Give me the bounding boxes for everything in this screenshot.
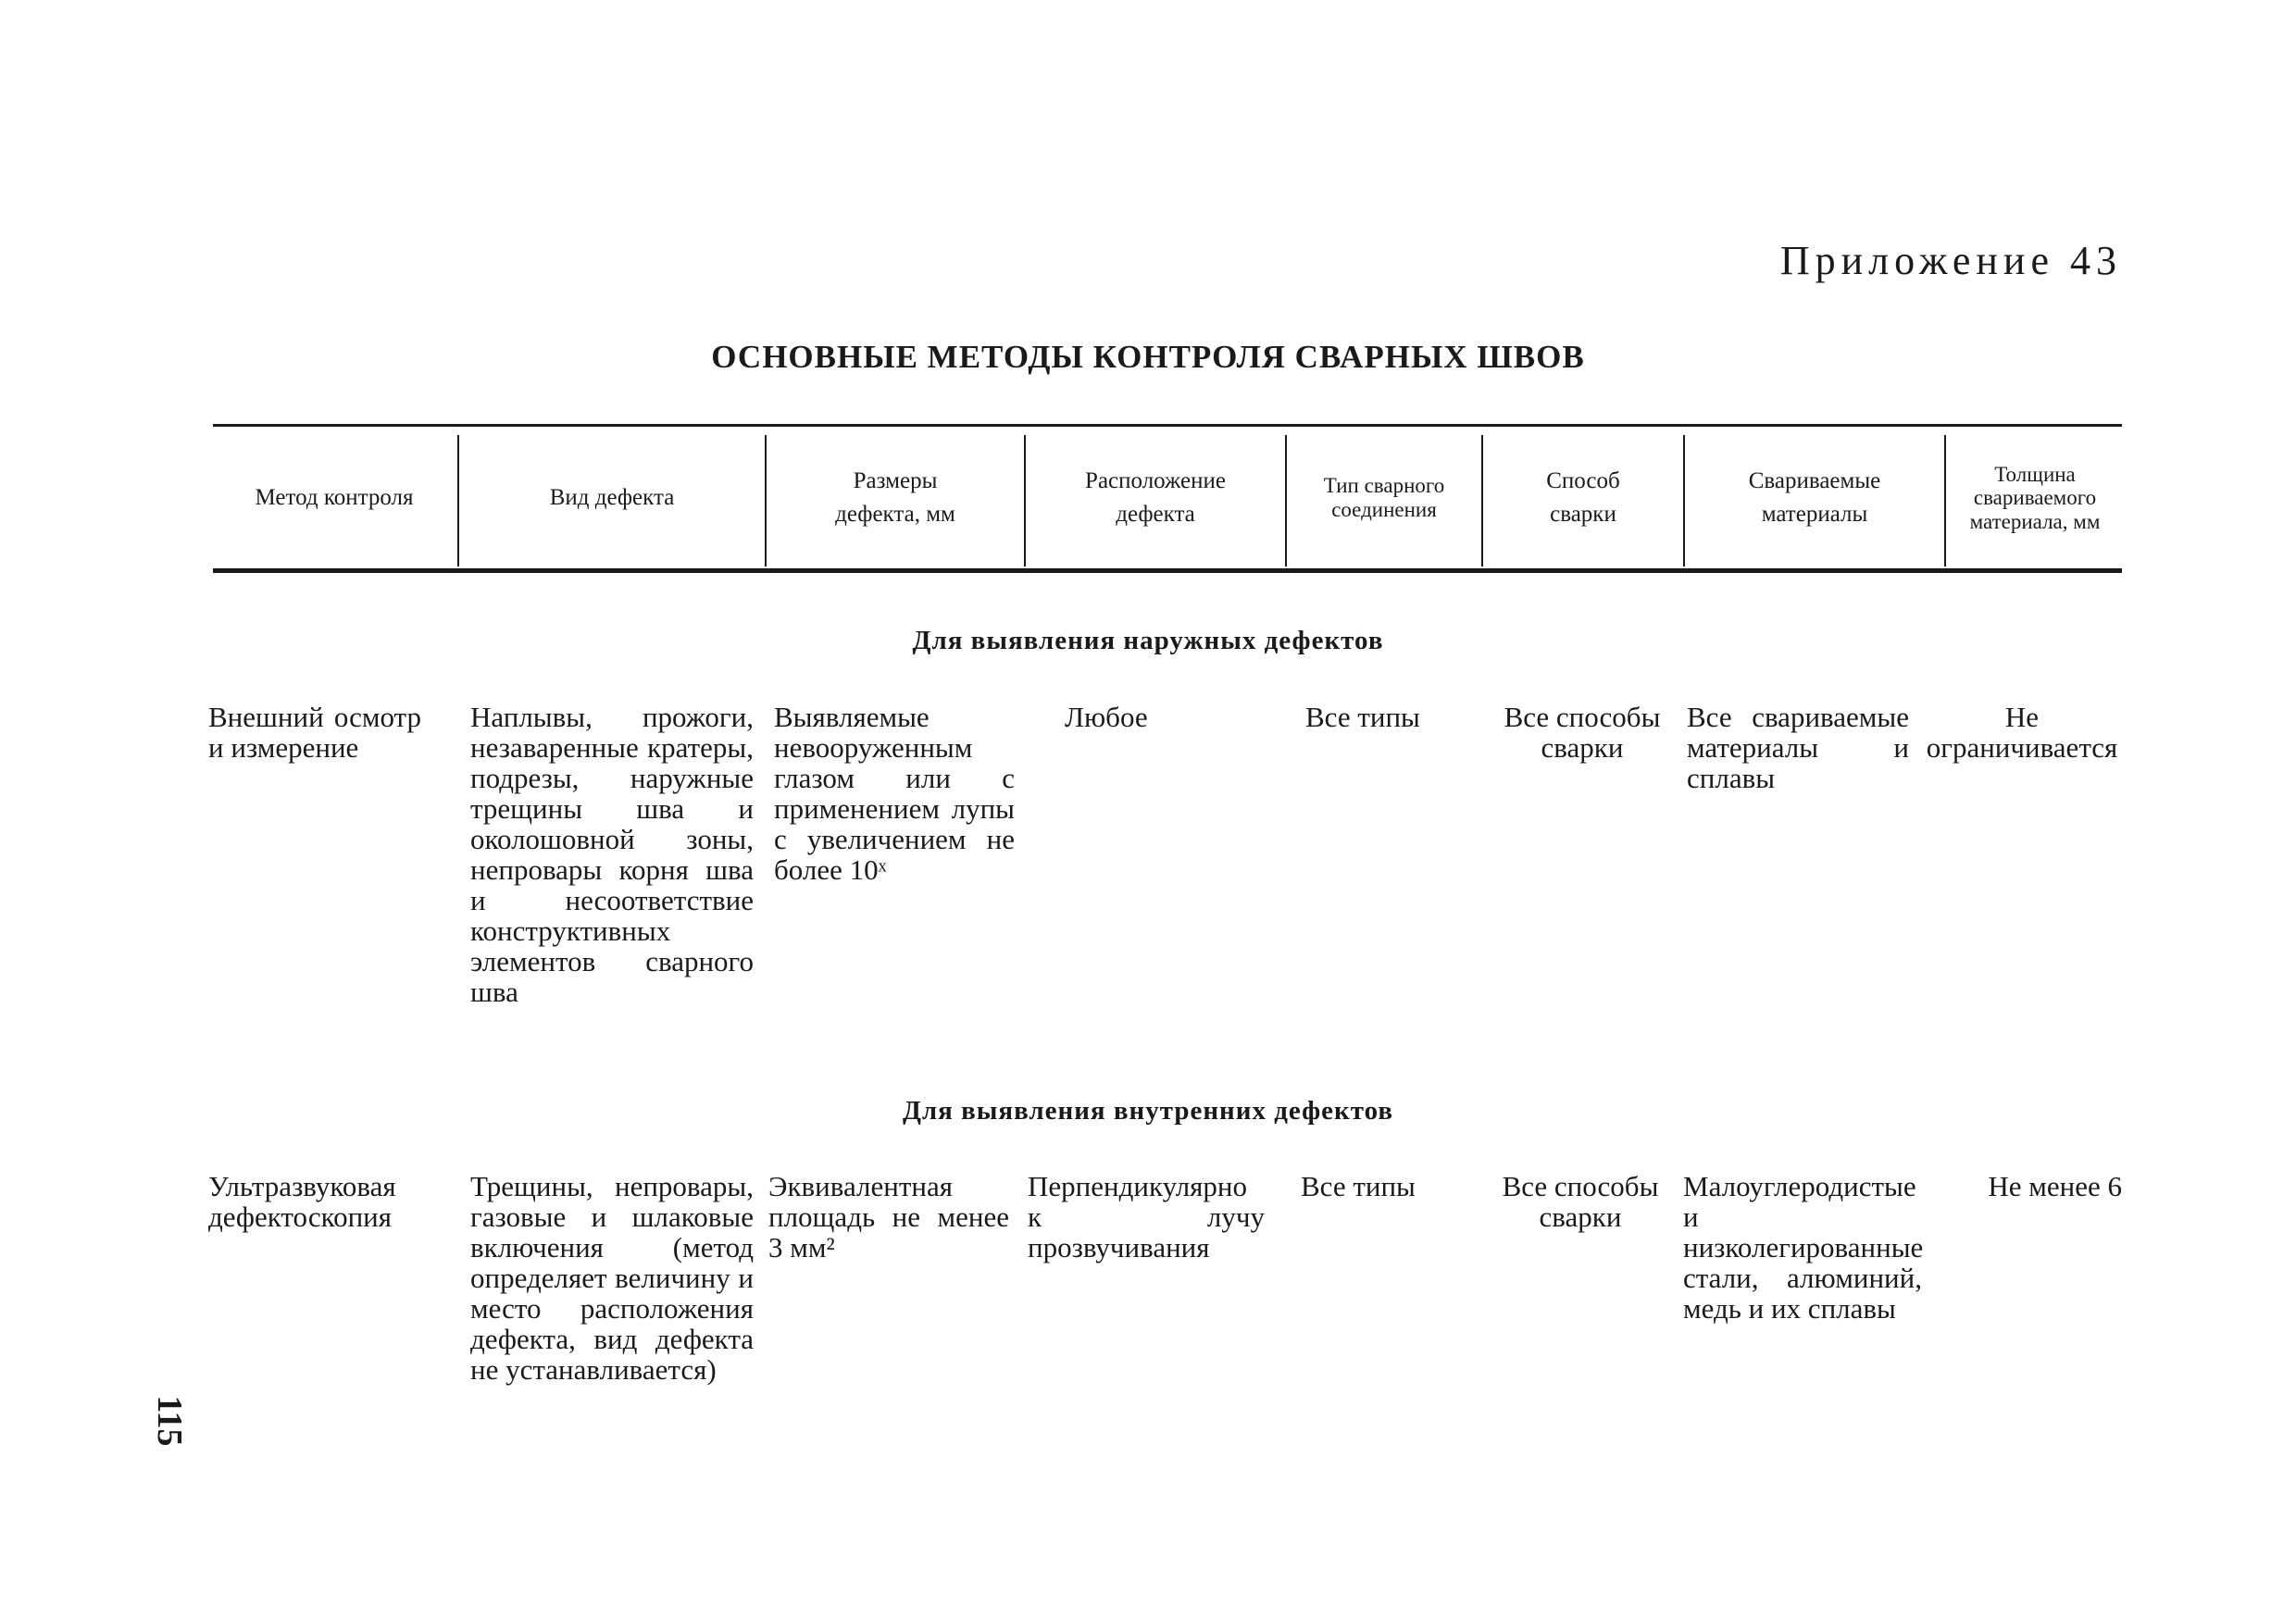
table-cell-materials: Все свариваемые материалы и сплавы xyxy=(1687,701,1909,794)
appendix-label: Приложение 43 xyxy=(1779,238,2122,283)
table-cell-size: Эквивалентная площадь не менее 3 мм² xyxy=(768,1170,1009,1263)
table-cell-joint-type: Все типы xyxy=(1301,1170,1416,1202)
table-cell-welding-method: Все способы сварки xyxy=(1504,701,1661,764)
table-header-rule xyxy=(213,568,2122,573)
table-cell-defect-type: Наплывы, прожоги, незаваренные кратеры, подрезы, наружные трещины шва и околошовной зоны, непровары корня шва и несоответствие конструктивных элементов сварного шва xyxy=(470,701,754,1008)
column-header-size: Размеры дефекта, мм xyxy=(835,467,955,527)
column-divider xyxy=(1285,435,1287,566)
column-divider xyxy=(1683,435,1685,566)
section-heading-external: Для выявления наружных дефектов xyxy=(912,626,1384,655)
table-cell-thickness: Не ограничивается xyxy=(1926,701,2118,764)
column-header-defect-type: Вид дефекта xyxy=(549,484,675,510)
table-cell-welding-method: Все способы сварки xyxy=(1502,1170,1659,1233)
table-cell-defect-type: Трещины, непровары, газовые и шлаковые включения (метод определяет величину и место расположения дефекта, вид дефекта не устанавливается) xyxy=(470,1170,754,1386)
table-cell-size: Выявляемые невооруженным глазом или с применением лупы с увеличением не более 10ˣ xyxy=(774,701,1015,886)
column-divider xyxy=(765,435,767,566)
table-top-rule xyxy=(213,424,2122,427)
column-header-thickness: Толщина свариваемого материала, мм xyxy=(1969,463,2101,533)
column-header-location: Расположение дефекта xyxy=(1085,467,1226,527)
table-header xyxy=(213,428,2122,568)
column-divider xyxy=(1944,435,1946,566)
page-number: 115 xyxy=(150,1395,189,1447)
section-heading-internal: Для выявления внутренних дефектов xyxy=(902,1096,1394,1126)
table-cell-thickness: Не менее 6 xyxy=(1988,1170,2122,1202)
table-cell-method: Внешний осмотр и измерение xyxy=(208,701,421,764)
column-divider xyxy=(1481,435,1483,566)
column-header-joint-type: Тип сварного соединения xyxy=(1323,473,1445,521)
column-header-materials: Свариваемые материалы xyxy=(1748,467,1881,527)
table-cell-location: Перпендикулярно к лучу прозвучивания xyxy=(1028,1170,1265,1263)
column-header-method: Метод контроля xyxy=(255,484,414,510)
page-title: ОСНОВНЫЕ МЕТОДЫ КОНТРОЛЯ СВАРНЫХ ШВОВ xyxy=(711,339,1585,375)
column-header-welding-method: Способ сварки xyxy=(1546,467,1620,527)
column-divider xyxy=(1024,435,1026,566)
table-cell-materials: Малоуглеродистые и низколегированные стали, алюминий, медь и их сплавы xyxy=(1683,1170,1924,1325)
table-cell-location: Любое xyxy=(1065,701,1148,733)
column-divider xyxy=(457,435,459,566)
table-cell-joint-type: Все типы xyxy=(1305,701,1420,733)
table-cell-method: Ультразвуковая дефектоскопия xyxy=(208,1170,396,1233)
